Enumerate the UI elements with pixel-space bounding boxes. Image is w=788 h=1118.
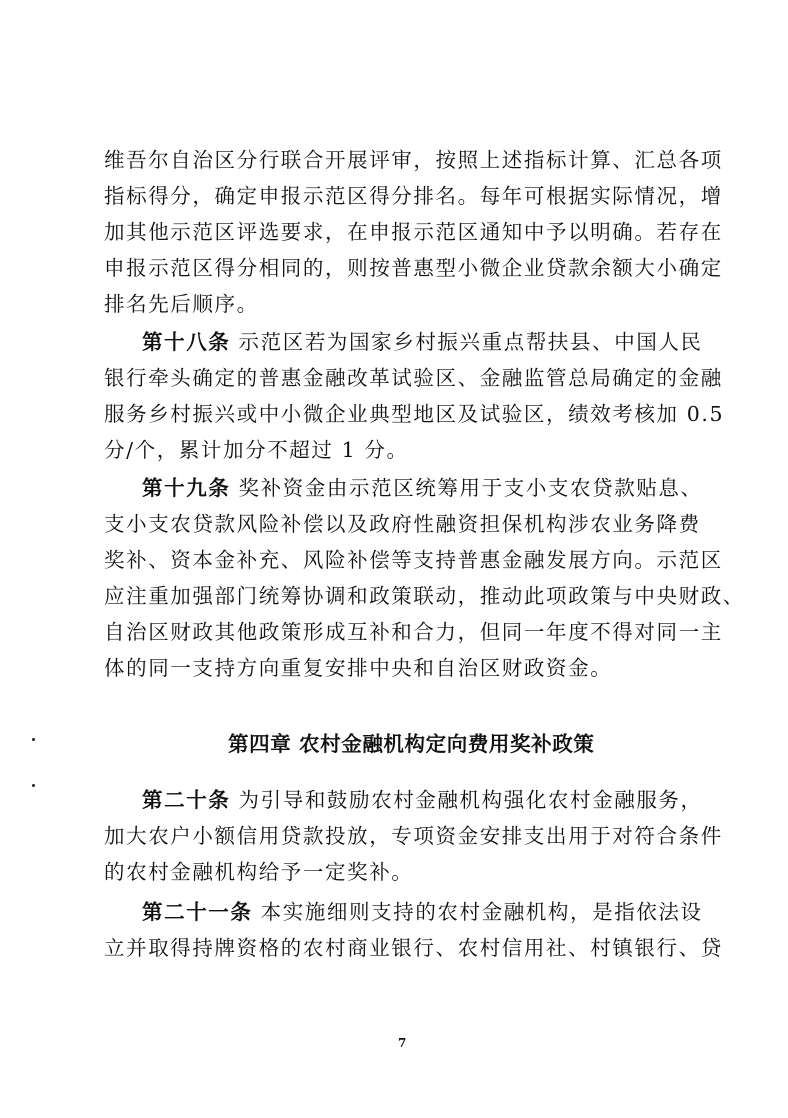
scan-speck: [32, 738, 35, 741]
paragraph-line: 加其他示范区评选要求，在申报示范区通知中予以明确。若存在: [104, 220, 723, 244]
article-21-heading: 第二十一条: [142, 900, 253, 924]
paragraph-line: 指标得分，确定申报示范区得分排名。每年可根据实际情况，增: [104, 184, 723, 208]
paragraph-line: 的农村金融机构给予一定奖补。: [104, 860, 414, 884]
article-20-first-line: [142, 786, 703, 814]
chapter-heading: 第四章 农村金融机构定向费用奖补政策: [228, 732, 595, 756]
paragraph-line: 支小支农贷款风险补偿以及政府性融资担保机构涉农业务降费: [104, 512, 701, 536]
article-19-first-line: [142, 474, 703, 502]
article-18-first-line: [142, 328, 703, 356]
paragraph-line: 服务乡村振兴或中小微企业典型地区及试验区，绩效考核加 0.5: [104, 402, 725, 426]
paragraph-line: 银行牵头确定的普惠金融改革试验区、金融监管总局确定的金融: [104, 366, 723, 390]
paragraph-line: 应注重加强部门统筹协调和政策联动，推动此项政策与中央财政、: [104, 584, 745, 608]
paragraph-line: 申报示范区得分相同的，则按普惠型小微企业贷款余额大小确定: [104, 256, 723, 280]
article-18-text: 示范区若为国家乡村振兴重点帮扶县、中国人民: [238, 330, 703, 354]
article-21-first-line: [142, 898, 703, 926]
paragraph-line: 奖补、资本金补充、风险补偿等支持普惠金融发展方向。示范区: [104, 548, 723, 572]
article-19-text: 奖补资金由示范区统筹用于支小支农贷款贴息、: [238, 476, 703, 500]
article-18-heading: 第十八条: [142, 330, 231, 354]
paragraph-line: 立并取得持牌资格的农村商业银行、农村信用社、村镇银行、贷: [104, 936, 723, 960]
scan-speck: [32, 784, 35, 787]
page-number: 7: [398, 1036, 407, 1050]
article-20-text: 为引导和鼓励农村金融机构强化农村金融服务，: [238, 788, 703, 812]
paragraph-line: 加大农户小额信用贷款投放，专项资金安排支出用于对符合条件: [104, 824, 723, 848]
paragraph-line: 体的同一支持方向重复安排中央和自治区财政资金。: [104, 656, 613, 680]
paragraph-line: 排名先后顺序。: [104, 292, 259, 316]
paragraph-line: 自治区财政其他政策形成互补和合力，但同一年度不得对同一主: [104, 620, 723, 644]
article-19-heading: 第十九条: [142, 476, 231, 500]
paragraph-line: 分/个，累计加分不超过 1 分。: [104, 438, 409, 462]
article-20-heading: 第二十条: [142, 788, 231, 812]
paragraph-line: 维吾尔自治区分行联合开展评审，按照上述指标计算、汇总各项: [104, 148, 723, 172]
article-21-text: 本实施细则支持的农村金融机构，是指依法设: [260, 900, 703, 924]
